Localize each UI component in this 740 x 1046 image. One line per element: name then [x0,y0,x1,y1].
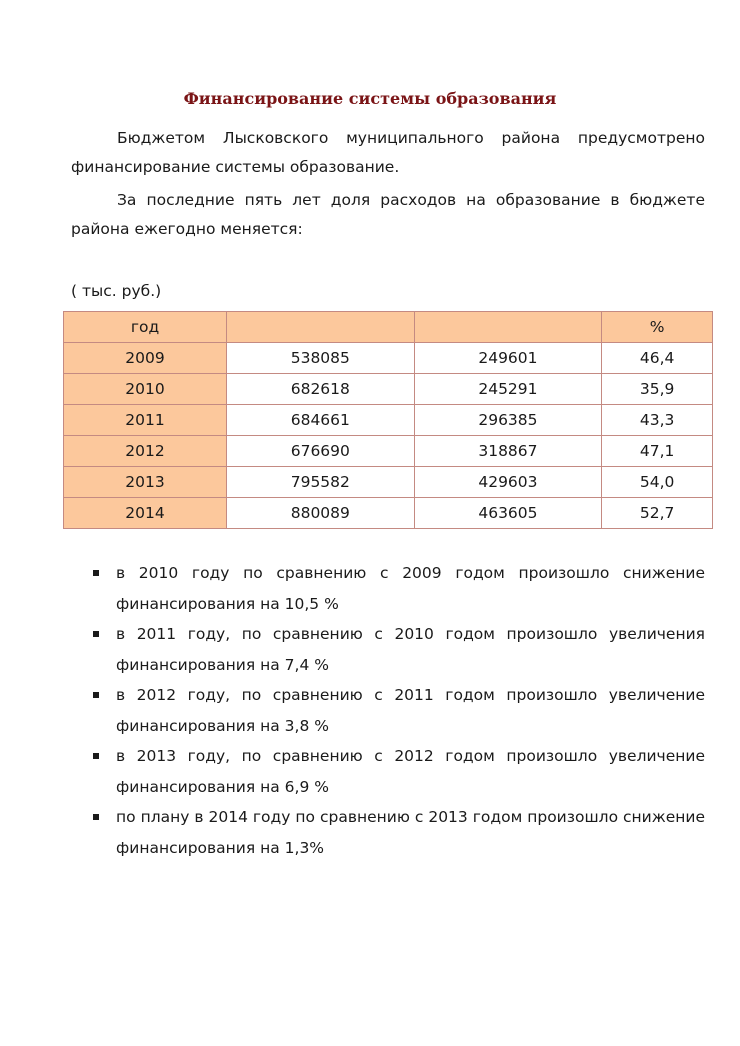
cell-total: 682618 [227,374,415,405]
table-row [64,498,713,529]
budget-table [63,311,713,529]
cell-percent: 52,7 [602,498,713,529]
cell-percent: 43,3 [602,405,713,436]
cell-total: 880089 [227,498,415,529]
list-item-text: по плану в 2014 году по сравнению с 2013 годом произошло снижение финансирования на 1,3% [116,808,705,857]
cell-total: 684661 [227,405,415,436]
cell-education: 318867 [414,436,602,467]
header-year: год [64,312,227,343]
bullet-square-icon [93,753,99,759]
bullet-square-icon [93,631,99,637]
cell-total: 795582 [227,467,415,498]
list-item [71,802,705,863]
cell-percent: 46,4 [602,343,713,374]
table-row [64,436,713,467]
header-col-2 [227,312,415,343]
cell-education: 249601 [414,343,602,374]
cell-education: 463605 [414,498,602,529]
list-item-text: в 2011 году, по сравнению с 2010 годом произошло увеличения финансирования на 7,4 % [116,625,705,674]
change-list [71,558,705,863]
cell-year: 2009 [64,343,227,374]
table-header-row [64,312,713,343]
list-item [71,558,705,619]
paragraph-share: За последние пять лет доля расходов на образование в бюджете района ежегодно меняется: [71,191,705,238]
cell-year: 2011 [64,405,227,436]
list-item-text: в 2010 году по сравнению с 2009 годом произошло снижение финансирования на 10,5 % [116,564,705,613]
cell-year: 2014 [64,498,227,529]
cell-year: 2012 [64,436,227,467]
list-item [71,680,705,741]
bullet-square-icon [93,814,99,820]
cell-percent: 47,1 [602,436,713,467]
header-col-3 [414,312,602,343]
paragraph-budget: Бюджетом Лысковского муниципального района предусмотрено финансирование системы образование. [71,129,705,176]
list-item [71,619,705,680]
table-row [64,374,713,405]
list-item [71,741,705,802]
header-percent: % [602,312,713,343]
cell-education: 296385 [414,405,602,436]
cell-percent: 54,0 [602,467,713,498]
cell-education: 245291 [414,374,602,405]
bullet-square-icon [93,570,99,576]
table-row [64,343,713,374]
cell-percent: 35,9 [602,374,713,405]
cell-total: 676690 [227,436,415,467]
list-item-text: в 2013 году, по сравнению с 2012 годом произошло увеличение финансирования на 6,9 % [116,747,705,796]
cell-total: 538085 [227,343,415,374]
unit-note: ( тыс. руб.) [71,282,162,300]
bullet-square-icon [93,692,99,698]
cell-year: 2010 [64,374,227,405]
cell-year: 2013 [64,467,227,498]
table-row [64,467,713,498]
document-title: Финансирование системы образования [183,89,557,108]
table-row [64,405,713,436]
list-item-text: в 2012 году, по сравнению с 2011 годом произошло увеличение финансирования на 3,8 % [116,686,705,735]
cell-education: 429603 [414,467,602,498]
